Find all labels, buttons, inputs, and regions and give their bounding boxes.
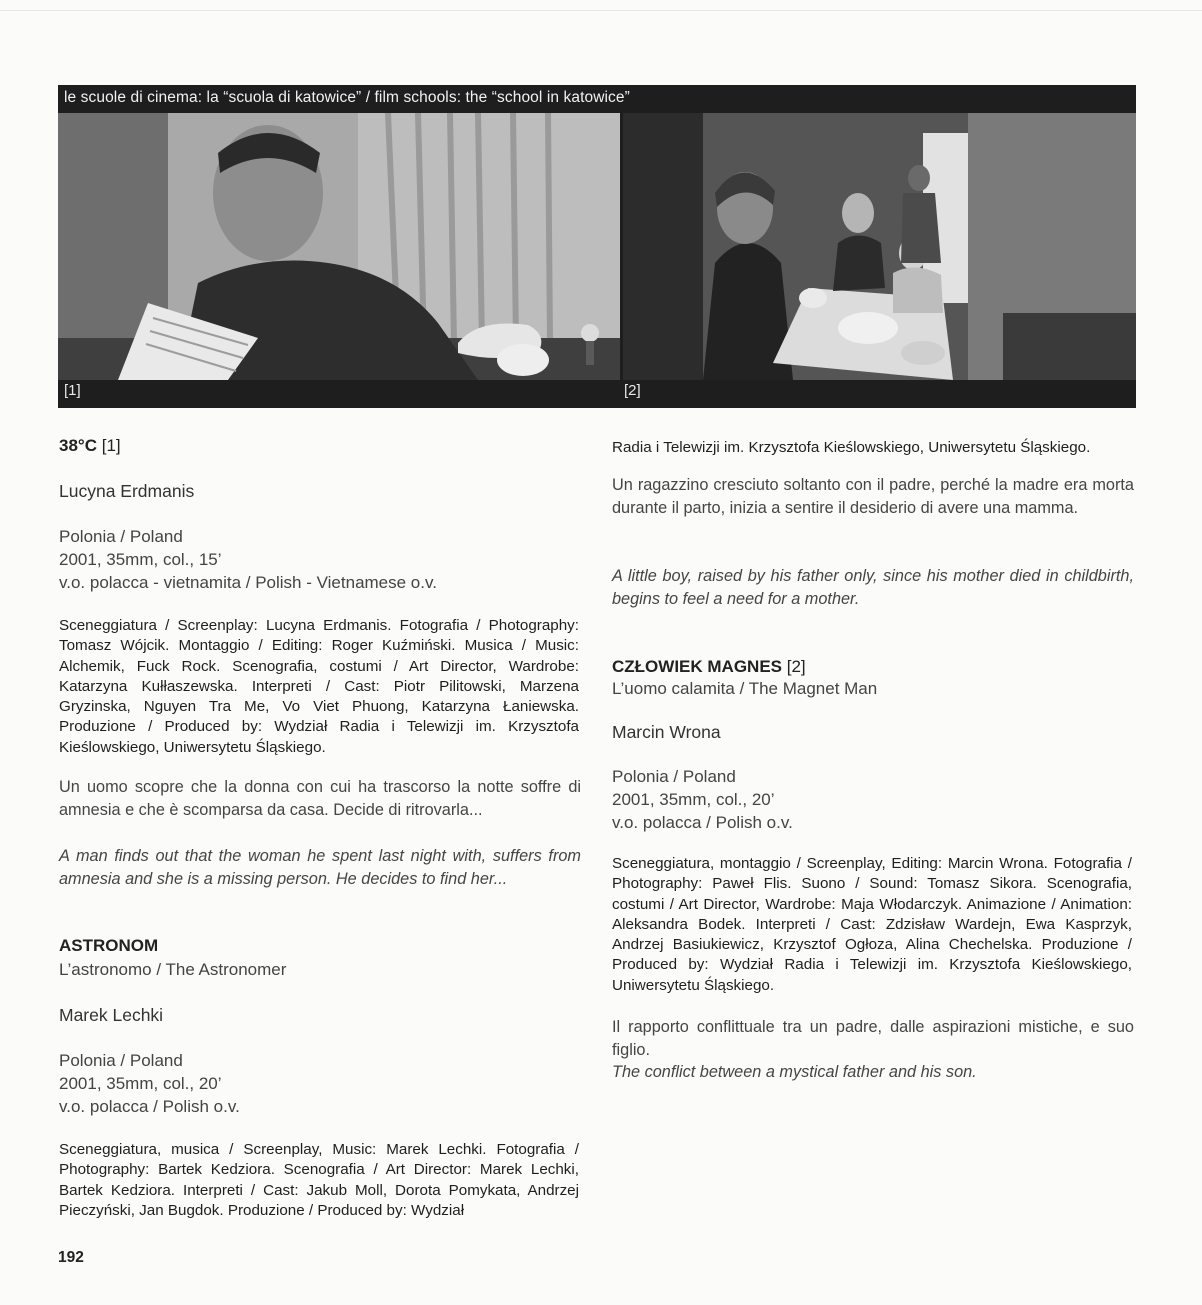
film2-country: Polonia / Poland <box>59 1051 183 1070</box>
film2-alt-title: L’astronomo / The Astronomer <box>59 960 287 979</box>
film3-synopsis-en: The conflict between a mystical father and his son. <box>612 1063 977 1081</box>
film2-director: Marek Lechki <box>59 1005 164 1025</box>
film1-title-text: 38°C <box>59 436 97 455</box>
film-still-czlowiek-magnes-picture <box>623 113 1136 380</box>
film3-synopsis-it: Il rapporto conflittuale tra un padre, dalle aspirazioni mistiche, e suo figlio. <box>612 1018 1134 1059</box>
film3-title-text: CZŁOWIEK MAGNES <box>612 657 782 676</box>
top-rule <box>0 10 1202 11</box>
film3-alt-title: L’uomo calamita / The Magnet Man <box>612 679 878 698</box>
film-stills-banner <box>58 85 1136 408</box>
film3-tech: 2001, 35mm, col., 20’ <box>612 790 775 809</box>
film1-director: Lucyna Erdmanis <box>59 481 195 501</box>
film2-synopsis-it: Un ragazzino cresciuto soltanto con il padre, perché la madre era morta durante il parto, inizia a sentire il desiderio di avere una mamma. <box>612 476 1134 517</box>
film3-photo-ref: [2] <box>786 657 806 676</box>
film3-title <box>612 657 806 678</box>
film2-credits-continued: Radia i Telewizji im. Krzysztofa Kieślowskiego, Uniwersytetu Śląskiego. <box>612 439 1091 456</box>
film1-synopsis-en: A man finds out that the woman he spent last night with, suffers from amnesia and she is a missing person. He decides to find her... <box>59 847 581 888</box>
film1-country: Polonia / Poland <box>59 527 183 546</box>
film1-credits: Sceneggiatura / Screenplay: Lucyna Erdmanis. Fotografia / Photography: Tomasz Wójcik. Montaggio / Editing: Roger Kuźmiński. Musica / Music: Alchemik, Fuck Rock. Scenografia, costumi / Art Director, Wardrobe: Katarzyna Kułłaszewska. Interpreti / Cast: Piotr Pilitowski, Marzena Gryzinska, Nguyen Tra Me, Vo Viet Phuong, Katarzyna Łaniewska. Produzione / Produced by: Wydział Radia i Telewizji im. Krzysztofa Kieślowskiego, Uniwersytetu Śląskiego. <box>59 617 579 756</box>
film2-language: v.o. polacca / Polish o.v. <box>59 1097 240 1116</box>
banner-title: le scuole di cinema: la “scuola di katowice” / film schools: the “school in katowice” <box>64 89 630 106</box>
photo-2-tag: [2] <box>624 382 641 399</box>
photo-1-tag: [1] <box>64 382 81 399</box>
film-still-38c-picture <box>58 113 620 380</box>
film1-tech: 2001, 35mm, col., 15’ <box>59 550 222 569</box>
film3-country: Polonia / Poland <box>612 767 736 786</box>
film3-director: Marcin Wrona <box>612 722 721 742</box>
film-still-38c <box>58 113 620 380</box>
film2-synopsis-en: A little boy, raised by his father only, since his mother died in childbirth, begins to feel a need for a mother. <box>612 567 1134 608</box>
film1-language: v.o. polacca - vietnamita / Polish - Vietnamese o.v. <box>59 573 437 592</box>
film2-tech: 2001, 35mm, col., 20’ <box>59 1074 222 1093</box>
page-number: 192 <box>58 1249 84 1266</box>
film1-photo-ref: [1] <box>101 436 121 455</box>
film1-title <box>59 436 121 457</box>
film3-credits: Sceneggiatura, montaggio / Screenplay, Editing: Marcin Wrona. Fotografia / Photography: Paweł Flis. Suono / Sound: Tomasz Sikora. Scenografia, costumi / Art Director, Wardrobe: Maja Włodarczyk. Animazione / Animation: Aleksandra Bodek. Interpreti / Cast: Zdzisław Wardejn, Ewa Kasprzyk, Andrzej Basiukiewicz, Krzysztof Ogłoza, Alina Chechelska. Produzione / Produced by: Wydział Radia i Telewizji im. Krzysztofa Kieślowskiego, Uniwersytetu Śląskiego. <box>612 855 1132 994</box>
film3-language: v.o. polacca / Polish o.v. <box>612 813 793 832</box>
film2-credits: Sceneggiatura, musica / Screenplay, Music: Marek Lechki. Fotografia / Photography: Bartek Kedziora. Scenografia / Art Director: Marek Lechki, Bartek Kedziora. Interpreti / Cast: Jakub Moll, Dorota Pomykata, Andrzej Pieczyński, Jan Bugdok. Produzione / Produced by: Wydział <box>59 1141 579 1219</box>
film-still-czlowiek-magnes <box>623 113 1136 380</box>
film1-synopsis-it: Un uomo scopre che la donna con cui ha trascorso la notte soffre di amnesia e che è scomparsa da casa. Decide di ritrovarla... <box>59 778 581 819</box>
film2-title: ASTRONOM <box>59 936 159 955</box>
